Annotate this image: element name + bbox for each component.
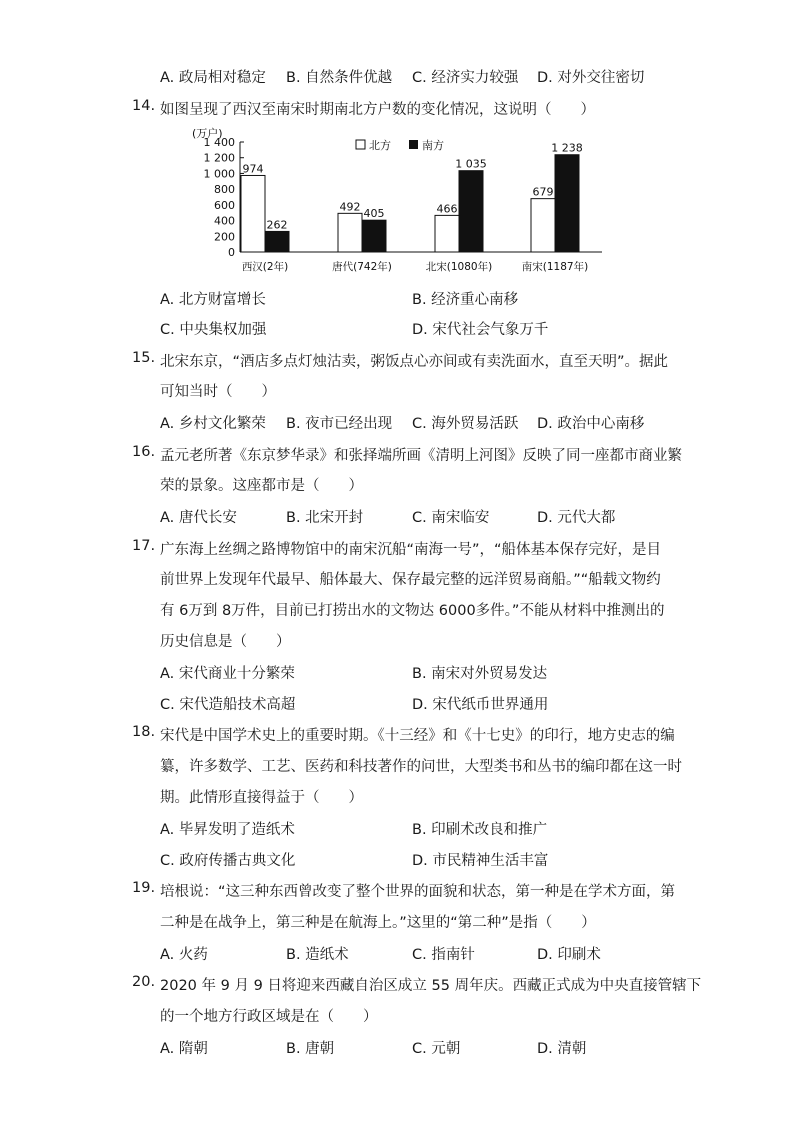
y-tick-label: 200 (214, 230, 235, 244)
question-line: 孟元老所著《东京梦华录》和张择端所画《清明上河图》反映了同一座都市商业繁 (160, 448, 682, 464)
legend-north-swatch (356, 140, 365, 149)
q17-option-b[interactable]: B. 南宋对外贸易发达 (412, 666, 548, 682)
q18-option-b[interactable]: B. 印刷术改良和推广 (412, 822, 548, 838)
q17-option-a[interactable]: A. 宋代商业十分繁荣 (160, 666, 295, 682)
x-category-label: 南宋(1187年) (521, 261, 589, 273)
question-line: 纂，许多数学、工艺、医药和科技著作的问世，大型类书和丛书的编印都在这一时 (160, 759, 682, 775)
bar-value-label: 974 (242, 162, 264, 176)
q15-option-d[interactable]: D. 政治中心南移 (537, 416, 645, 432)
y-tick-label: 400 (214, 214, 235, 228)
y-tick-label: 600 (214, 198, 235, 212)
question-line: 二种是在战争上，第三种是在航海上。”这里的“第二种”是指（ ） (160, 915, 596, 931)
y-tick-label: 1 200 (203, 151, 235, 165)
question-number: 19. (132, 880, 156, 896)
question-line: 2020 年 9 月 9 日将迎来西藏自治区成立 55 周年庆。西藏正式成为中央直接管辖下 (160, 978, 702, 994)
q19-option-b[interactable]: B. 造纸术 (286, 947, 349, 963)
q14-option-c[interactable]: C. 中央集权加强 (160, 322, 267, 338)
chart-ylabel: (万户) (192, 127, 223, 140)
q16-option-a[interactable]: A. 唐代长安 (160, 510, 237, 526)
q13-option-d[interactable]: D. 对外交往密切 (537, 70, 645, 86)
bar-value-label: 492 (339, 200, 361, 214)
q14-option-b[interactable]: B. 经济重心南移 (412, 292, 519, 308)
q14-option-d[interactable]: D. 宋代社会气象万千 (412, 322, 549, 338)
question-number: 16. (132, 444, 156, 460)
x-category-label: 西汉(2年) (241, 261, 289, 273)
q16-option-c[interactable]: C. 南宋临安 (412, 510, 490, 526)
q13-option-b[interactable]: B. 自然条件优越 (286, 70, 393, 86)
q19-option-a[interactable]: A. 火药 (160, 947, 208, 963)
q16-option-d[interactable]: D. 元代大都 (537, 510, 616, 526)
bar-value-label: 466 (436, 202, 458, 216)
question-number: 15. (132, 350, 156, 366)
q19-option-d[interactable]: D. 印刷术 (537, 947, 601, 963)
q19-option-c[interactable]: C. 指南针 (412, 947, 475, 963)
question-number: 17. (132, 538, 156, 554)
q17-option-d[interactable]: D. 宋代纸币世界通用 (412, 697, 549, 713)
y-tick-label: 1 000 (203, 167, 235, 181)
q14-option-a[interactable]: A. 北方财富增长 (160, 292, 266, 308)
q17-option-c[interactable]: C. 宋代造船技术高超 (160, 697, 296, 713)
bar-north-3 (531, 199, 555, 252)
q13-option-c[interactable]: C. 经济实力较强 (412, 70, 519, 86)
bar-north-0 (241, 175, 265, 252)
bar-south-3 (555, 155, 579, 252)
y-tick-label: 1 400 (203, 136, 235, 149)
household-bar-chart (190, 122, 620, 277)
question-line: 前世界上发现年代最早、船体最大、保存最完整的远洋贸易商船。”“船载文物约 (160, 572, 661, 588)
q13-option-a[interactable]: A. 政局相对稳定 (160, 70, 266, 86)
question-line: 广东海上丝绸之路博物馆中的南宋沉船“南海一号”，“船体基本保存完好，是目 (160, 542, 662, 558)
bar-south-0 (265, 231, 289, 252)
question-number: 18. (132, 724, 156, 740)
question-line: 培根说：“这三种东西曾改变了整个世界的面貌和状态，第一种是在学术方面，第 (160, 884, 676, 900)
bar-south-1 (362, 220, 386, 252)
q18-option-d[interactable]: D. 市民精神生活丰富 (412, 853, 549, 869)
question-line: 可知当时（ ） (160, 384, 276, 400)
bar-value-label: 405 (363, 207, 385, 221)
legend-south-swatch (409, 140, 418, 149)
q18-option-c[interactable]: C. 政府传播古典文化 (160, 853, 296, 869)
bar-north-1 (338, 213, 362, 252)
x-category-label: 唐代(742年) (332, 261, 392, 273)
bar-value-label: 1 238 (551, 141, 583, 155)
question-line: 有 6万到 8万件，目前已打捞出水的文物达 6000多件。”不能从材料中推测出的 (160, 603, 665, 619)
question-line: 荣的景象。这座都市是（ ） (160, 478, 363, 494)
q16-option-b[interactable]: B. 北宋开封 (286, 510, 364, 526)
q18-option-a[interactable]: A. 毕昇发明了造纸术 (160, 822, 295, 838)
question-line: 期。此情形直接得益于（ ） (160, 790, 363, 806)
legend-north-label: 北方 (369, 139, 391, 152)
q20-option-a[interactable]: A. 隋朝 (160, 1041, 208, 1057)
q15-option-b[interactable]: B. 夜市已经出现 (286, 416, 393, 432)
y-tick-label: 800 (214, 183, 235, 197)
q15-option-c[interactable]: C. 海外贸易活跃 (412, 416, 519, 432)
legend-south-label: 南方 (422, 139, 444, 152)
q20-option-c[interactable]: C. 元朝 (412, 1041, 461, 1057)
question-line: 历史信息是（ ） (160, 634, 291, 650)
bar-value-label: 262 (266, 218, 288, 232)
question-line: 宋代是中国学术史上的重要时期。《十三经》和《十七史》的印行，地方史志的编 (160, 728, 675, 744)
question-line: 北宋东京，“酒店多点灯烛沽卖，粥饭点心亦间或有卖洗面水，直至天明”。据此 (160, 354, 669, 370)
question-line: 的一个地方行政区域是在（ ） (160, 1009, 378, 1025)
bar-south-2 (459, 171, 483, 252)
bar-value-label: 1 035 (455, 157, 487, 171)
y-tick-label: 0 (228, 246, 235, 259)
x-category-label: 北宋(1080年) (425, 261, 493, 273)
bar-value-label: 679 (532, 185, 554, 199)
q20-option-d[interactable]: D. 清朝 (537, 1041, 587, 1057)
question-stem: 如图呈现了西汉至南宋时期南北方户数的变化情况，这说明（ ） (160, 102, 595, 118)
q15-option-a[interactable]: A. 乡村文化繁荣 (160, 416, 266, 432)
bar-north-2 (435, 215, 459, 252)
q20-option-b[interactable]: B. 唐朝 (286, 1041, 335, 1057)
question-number: 20. (132, 974, 156, 990)
question-number: 14. (132, 98, 156, 114)
